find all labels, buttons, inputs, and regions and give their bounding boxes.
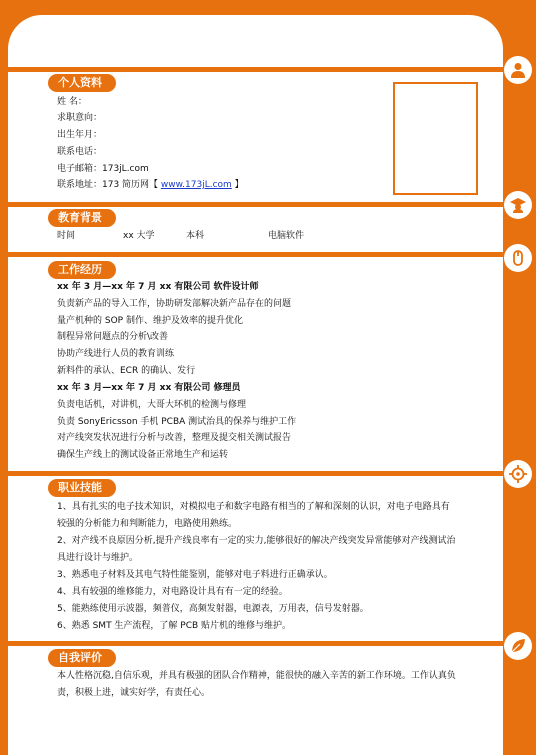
birth-label: 出生年月： [57, 130, 103, 140]
job1-line: 新料件的承认、ECR 的确认、发行 [57, 366, 196, 376]
address-line [57, 177, 244, 194]
evaluation-line: 本人性格沉稳,自信乐观，并具有极强的团队合作精神，能很快的融入辛苦的新工作环境。工作认真负 [57, 671, 456, 681]
skill-line: 2、对产线不良原因分析,提升产线良率有一定的实力,能够很好的解决产线突发异常能够对产线测试治 [57, 536, 456, 546]
section-title-education: 教育背景 [48, 209, 116, 227]
job1-line: 协助产线进行人员的教育训练 [57, 349, 175, 359]
section-divider-education [0, 202, 536, 207]
education-degree: 本科 [186, 231, 205, 241]
section-divider-work [0, 252, 536, 257]
mouse-icon [504, 244, 532, 272]
graduate-icon [504, 191, 532, 219]
person-icon [504, 56, 532, 84]
job2-header: xx 年 3 月—xx 年 7 月 xx 有限公司 修理员 [57, 383, 241, 393]
address-suffix: 】 [231, 180, 244, 190]
photo-frame [393, 82, 478, 195]
skill-line: 1、具有扎实的电子技术知识，对模拟电子和数字电路有相当的了解和深刻的认识，对电子电路具有 [57, 502, 450, 512]
job2-line: 对产线突发状况进行分析与改善，整理及提交相关测试报告 [57, 433, 292, 443]
crosshair-icon [504, 460, 532, 488]
skill-line: 5、能熟练使用示波器，频普仪，高频发射器，电源表，万用表，信号发射器。 [57, 604, 369, 614]
job1-line: 量产机种的 SOP 制作、维护及效率的提升优化 [57, 316, 243, 326]
name-label: 姓 名： [57, 97, 87, 107]
job2-line: 负责电话机，对讲机，大哥大环机的检测与修理 [57, 400, 247, 410]
skill-line: 3、熟悉电子材料及其电气特性能鉴别，能够对电子料进行正确承认。 [57, 570, 333, 580]
education-major: 电脑软件 [268, 231, 305, 241]
skill-line: 4、具有较强的维修能力，对电路设计具有有一定的经验。 [57, 587, 288, 597]
education-time: 时间 [57, 231, 76, 241]
skill-line: 较强的分析能力和判断能力，电路使用熟练。 [57, 519, 238, 529]
section-divider-evaluation [0, 641, 536, 646]
job2-line: 确保生产线上的测试设备正常地生产和运转 [57, 450, 229, 460]
job2-line: 负责 SonyEricsson 手机 PCBA 测试治具的保养与维护工作 [57, 417, 297, 427]
address-prefix: 联系地址：173 简历网【 [57, 180, 161, 190]
phone-label: 联系电话： [57, 147, 103, 157]
job1-header: xx 年 3 月—xx 年 7 月 xx 有限公司 软件设计师 [57, 282, 259, 292]
skill-line: 具进行设计与维护。 [57, 553, 139, 563]
job1-line: 负责新产品的导入工作，协助研发部解决新产品存在的问题 [57, 299, 292, 309]
job-intention-label: 求职意向： [57, 113, 103, 123]
address-link[interactable]: www.173jL.com [160, 180, 232, 190]
leaf-icon [504, 632, 532, 660]
section-title-personal: 个人资料 [48, 74, 116, 92]
evaluation-line: 责，积极上进，诚实好学，有责任心。 [57, 688, 211, 698]
email-text: 电子邮箱：173jL.com [57, 164, 149, 174]
section-title-evaluation: 自我评价 [48, 649, 116, 667]
section-title-work: 工作经历 [48, 261, 116, 279]
section-divider-skills [0, 471, 536, 476]
section-title-skills: 职业技能 [48, 479, 116, 497]
education-school: xx 大学 [123, 231, 155, 241]
job1-line: 制程异常问题点的分析\改善 [57, 332, 169, 342]
skill-line: 6、熟悉 SMT 生产流程，了解 PCB 贴片机的维修与维护。 [57, 621, 292, 631]
section-divider-personal [0, 67, 536, 72]
